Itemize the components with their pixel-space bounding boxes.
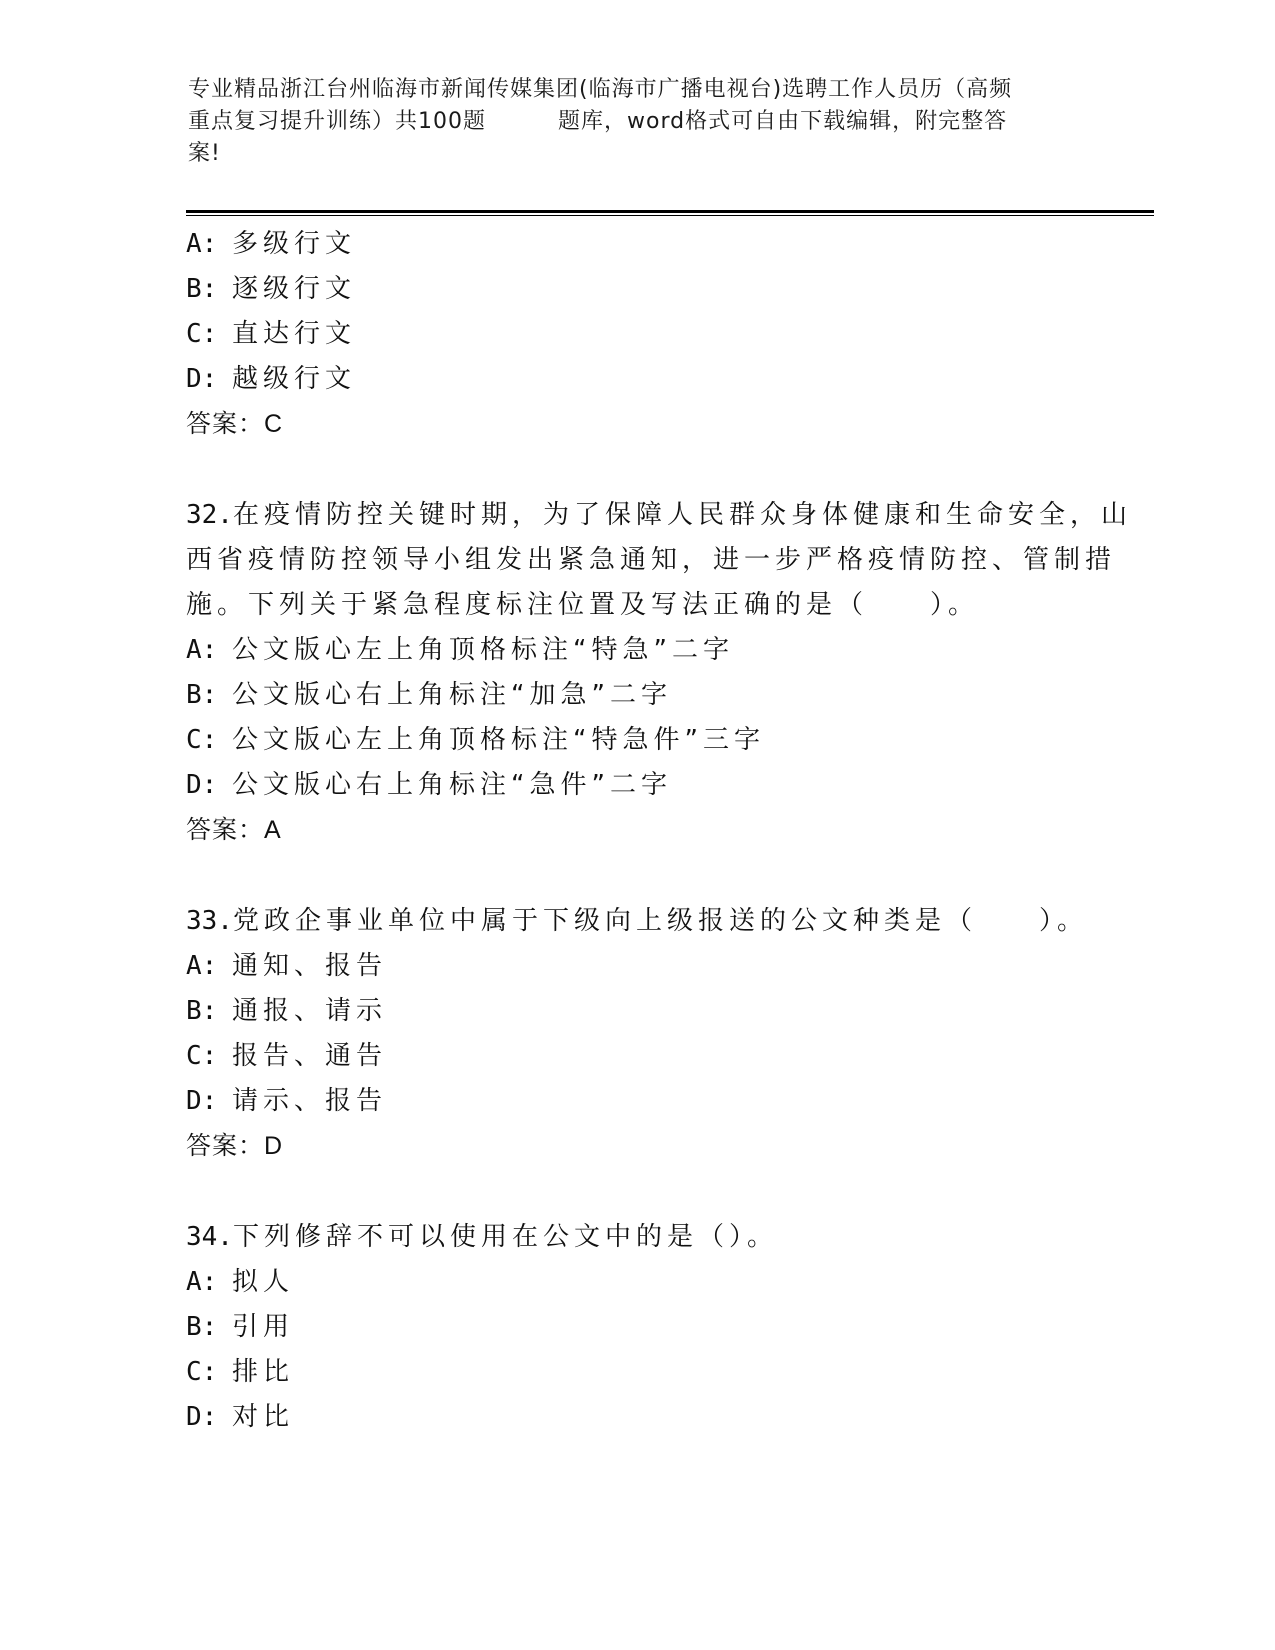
header-line-2 bbox=[188, 106, 1088, 138]
question-number: 33. bbox=[186, 906, 233, 936]
question-stem-line: 32.在疫情防控关键时期，为了保障人民群众身体健康和生命安全，山 bbox=[186, 500, 1132, 530]
option-b: B: 引用 bbox=[186, 1312, 295, 1342]
header-divider-thin bbox=[186, 215, 1154, 216]
header-line-3: 案! bbox=[188, 141, 221, 166]
option-a: A: 拟人 bbox=[186, 1267, 295, 1297]
partial-question bbox=[186, 222, 1086, 447]
header-line-2a: 重点复习提升训练）共100题 bbox=[188, 109, 486, 134]
option-c: C: 报告、通告 bbox=[186, 1041, 388, 1071]
option-c: C: 排比 bbox=[186, 1357, 295, 1387]
question-stem-line: 34.下列修辞不可以使用在公文中的是（）。 bbox=[186, 1222, 778, 1252]
question-list bbox=[186, 222, 1132, 1440]
option-a: A: 通知、报告 bbox=[186, 951, 388, 981]
question-number: 34. bbox=[186, 1222, 233, 1252]
option-c: C: 公文版心左上角顶格标注“特急件”三字 bbox=[186, 725, 765, 755]
question-number: 32. bbox=[186, 500, 233, 530]
document-header bbox=[188, 74, 1088, 170]
question-stem-line: 施。下列关于紧急程度标注位置及写法正确的是（ ）。 bbox=[186, 590, 980, 620]
option-b: B: 公文版心右上角标注“加急”二字 bbox=[186, 680, 672, 710]
header-line-1: 专业精品浙江台州临海市新闻传媒集团(临海市广播电视台)选聘工作人员历（高频 bbox=[188, 77, 1013, 102]
header-line-2b: 题库，word格式可自由下载编辑，附完整答 bbox=[558, 109, 1008, 134]
answer-line: 答案：C bbox=[186, 410, 284, 438]
option-b: B: 逐级行文 bbox=[186, 274, 357, 304]
option-d: D: 公文版心右上角标注“急件”二字 bbox=[186, 770, 672, 800]
question-33 bbox=[186, 899, 1086, 1169]
question-stem-line: 西省疫情防控领导小组发出紧急通知，进一步严格疫情防控、管制措 bbox=[186, 545, 1117, 575]
option-c: C: 直达行文 bbox=[186, 319, 357, 349]
question-32 bbox=[186, 493, 1132, 853]
header-divider-thick bbox=[186, 210, 1154, 213]
option-d: D: 越级行文 bbox=[186, 364, 357, 394]
answer-line: 答案：D bbox=[186, 1132, 284, 1160]
option-d: D: 对比 bbox=[186, 1402, 295, 1432]
question-stem-line: 33.党政企事业单位中属于下级向上级报送的公文种类是（ ）。 bbox=[186, 906, 1088, 936]
answer-line: 答案：A bbox=[186, 816, 282, 844]
question-34 bbox=[186, 1215, 1086, 1440]
option-d: D: 请示、报告 bbox=[186, 1086, 388, 1116]
option-b: B: 通报、请示 bbox=[186, 996, 388, 1026]
option-a: A: 公文版心左上角顶格标注“特急”二字 bbox=[186, 635, 734, 665]
option-a: A: 多级行文 bbox=[186, 229, 357, 259]
